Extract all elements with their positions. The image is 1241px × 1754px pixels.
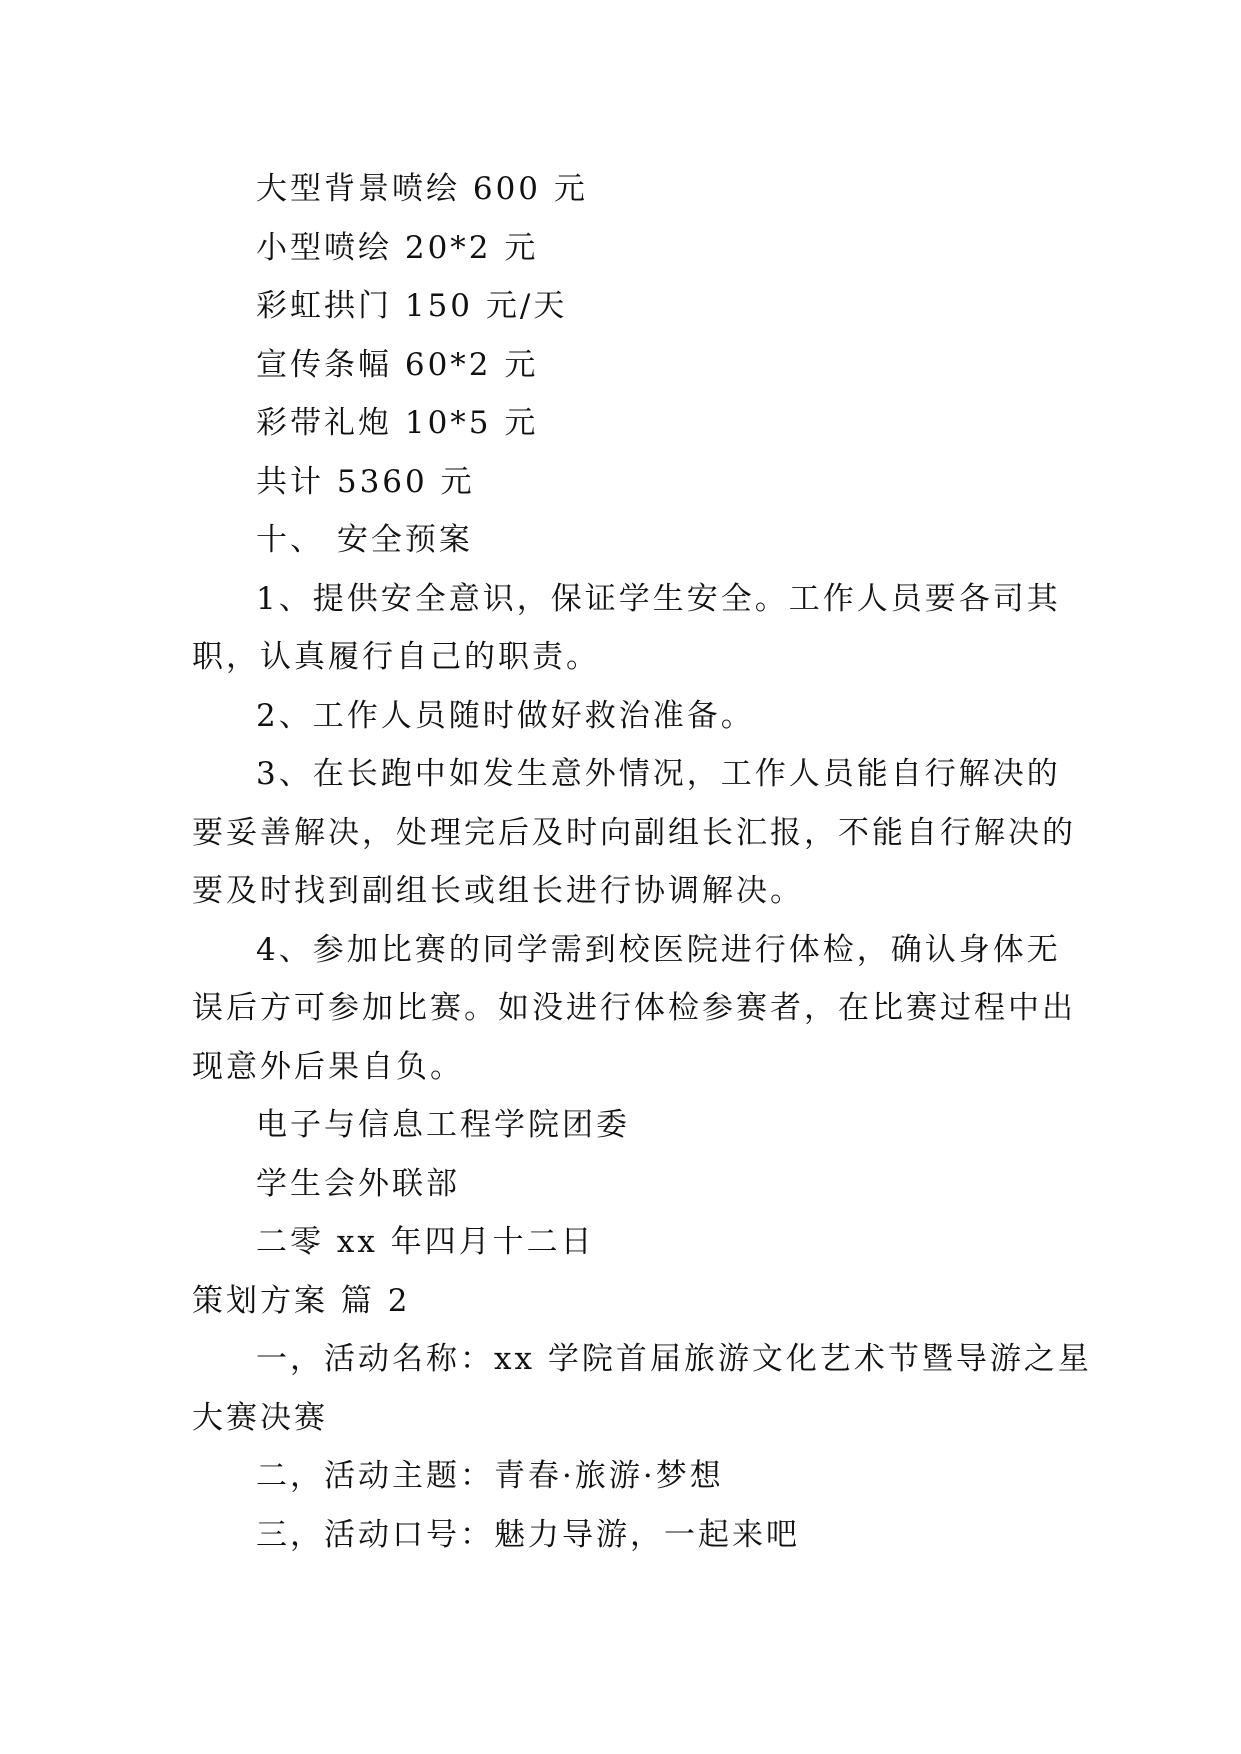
activity-theme: 二，活动主题：青春·旅游·梦想 [256, 1458, 724, 1494]
signature-organization: 电子与信息工程学院团委 [256, 1107, 630, 1143]
budget-item-banner: 宣传条幅 60*2 元 [256, 346, 539, 383]
section-heading-safety: 十、 安全预案 [256, 522, 473, 558]
activity-name-cont: 大赛决赛 [192, 1399, 328, 1436]
safety-item-1: 1、提供安全意识，保证学生安全。工作人员要各司其 [256, 580, 1061, 617]
budget-total: 共计 5360 元 [256, 463, 475, 500]
signature-department: 学生会外联部 [256, 1165, 460, 1202]
activity-name: 一，活动名称：xx 学院首届旅游文化艺术节暨导游之星 [256, 1341, 1092, 1377]
safety-item-3-cont-2: 要及时找到副组长或组长进行协调解决。 [192, 873, 804, 909]
signature-date: 二零 xx 年四月十二日 [256, 1224, 595, 1260]
budget-item-backdrop: 大型背景喷绘 600 元 [256, 171, 588, 207]
safety-item-2: 2、工作人员随时做好救治准备。 [256, 697, 755, 734]
safety-item-1-cont: 职，认真履行自己的职责。 [192, 639, 600, 675]
activity-slogan: 三，活动口号：魅力导游，一起来吧 [256, 1516, 800, 1553]
plan-title-2: 策划方案 篇 2 [192, 1282, 411, 1319]
safety-item-4-cont: 误后方可参加比赛。如没进行体检参赛者，在比赛过程中出 [192, 990, 1076, 1026]
safety-item-3: 3、在长跑中如发生意外情况，工作人员能自行解决的 [256, 756, 1061, 792]
safety-item-3-cont: 要妥善解决，处理完后及时向副组长汇报，不能自行解决的 [192, 814, 1076, 851]
safety-item-4: 4、参加比赛的同学需到校医院进行体检，确认身体无 [256, 931, 1061, 968]
safety-item-4-cont-2: 现意外后果自负。 [192, 1048, 464, 1085]
budget-item-arch: 彩虹拱门 150 元/天 [256, 288, 568, 324]
budget-item-confetti: 彩带礼炮 10*5 元 [256, 405, 539, 441]
budget-item-small-print: 小型喷绘 20*2 元 [256, 229, 539, 266]
document-body [192, 160, 1092, 1564]
